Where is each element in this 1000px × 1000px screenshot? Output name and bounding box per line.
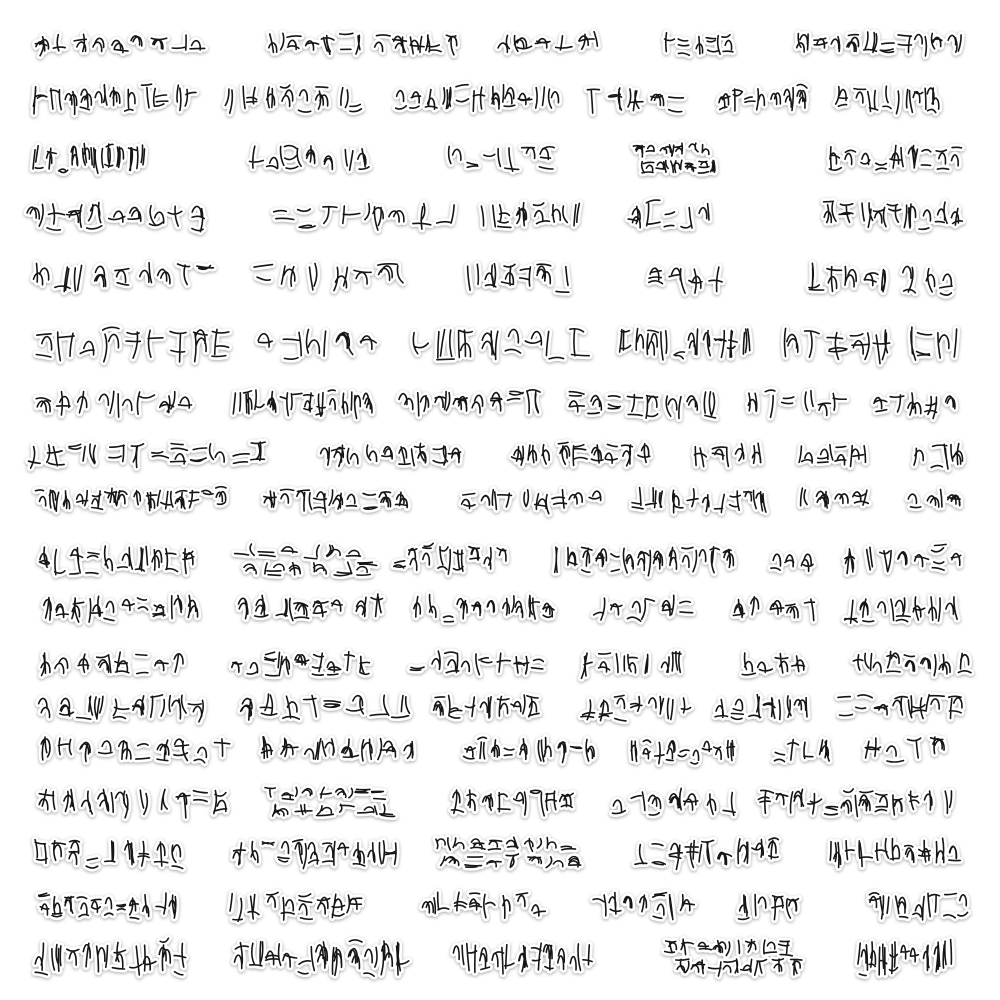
handwritten-sticker: [260, 485, 415, 515]
handwritten-sticker: [730, 591, 822, 625]
handwritten-sticker: [418, 889, 550, 923]
handwritten-sticker: [32, 387, 202, 421]
handwritten-sticker: [390, 82, 568, 116]
handwritten-sticker: [798, 439, 870, 471]
handwritten-sticker: [870, 387, 962, 421]
handwritten-sticker: [443, 141, 561, 175]
handwritten-sticker: [625, 199, 717, 233]
handwritten-sticker: [228, 648, 378, 680]
handwritten-sticker: [245, 141, 377, 175]
handwritten-sticker: [232, 591, 392, 625]
handwritten-sticker: [396, 387, 546, 421]
handwritten-sticker: [24, 439, 274, 471]
handwritten-sticker: [30, 260, 220, 296]
handwritten-sticker: [258, 734, 423, 766]
handwritten-sticker: [584, 82, 692, 116]
handwritten-sticker: [820, 199, 970, 233]
handwritten-sticker: [250, 260, 405, 296]
handwritten-sticker: [855, 937, 955, 977]
handwritten-sticker: [590, 889, 700, 923]
handwritten-sticker: [578, 691, 698, 723]
handwritten-sticker: [805, 260, 960, 296]
handwritten-sticker: [35, 542, 200, 578]
handwritten-sticker: [32, 485, 232, 515]
handwritten-sticker: [716, 82, 812, 116]
handwritten-sticker: [755, 785, 960, 819]
handwritten-sticker: [35, 734, 235, 766]
handwritten-sticker: [737, 648, 812, 680]
handwritten-sticker: [826, 835, 966, 871]
handwritten-sticker: [225, 82, 370, 116]
handwritten-sticker: [410, 591, 560, 625]
handwritten-sticker: [230, 542, 380, 578]
handwritten-sticker: [448, 785, 578, 819]
handwritten-sticker: [312, 439, 467, 471]
handwritten-sticker: [765, 542, 820, 578]
handwritten-sticker: [628, 734, 740, 766]
handwritten-sticker: [660, 937, 805, 977]
handwritten-sticker: [905, 485, 967, 515]
handwritten-sticker: [235, 691, 413, 723]
handwritten-sticker: [270, 199, 460, 233]
handwritten-sticker: [32, 835, 190, 871]
handwritten-sticker: [550, 542, 740, 578]
handwritten-sticker: [32, 82, 202, 116]
handwritten-sticker: [840, 591, 965, 625]
handwritten-sticker: [476, 199, 591, 233]
handwritten-sticker: [826, 141, 968, 175]
handwritten-sticker: [848, 648, 976, 680]
handwritten-sticker: [32, 141, 154, 175]
handwritten-sticker: [228, 889, 368, 923]
handwritten-sticker: [406, 648, 551, 680]
handwritten-sticker: [228, 387, 378, 421]
handwritten-sticker: [792, 29, 967, 59]
handwritten-sticker: [580, 648, 690, 680]
handwritten-sticker: [835, 82, 945, 116]
handwritten-sticker: [862, 734, 952, 766]
handwritten-sticker: [690, 439, 770, 471]
handwritten-sticker: [230, 937, 415, 977]
handwritten-sticker: [265, 29, 465, 59]
handwritten-sticker: [430, 691, 545, 723]
handwritten-sticker: [632, 835, 787, 871]
handwritten-sticker: [506, 439, 656, 471]
handwritten-sticker: [908, 439, 970, 471]
handwritten-sticker: [460, 734, 600, 766]
handwritten-sticker: [229, 835, 401, 871]
handwritten-sticker: [32, 324, 237, 364]
handwritten-sticker: [660, 29, 738, 59]
handwritten-sticker: [463, 260, 575, 296]
handwritten-sticker: [35, 785, 235, 819]
handwritten-sticker: [430, 835, 590, 871]
handwritten-sticker: [410, 324, 595, 364]
handwritten-sticker: [607, 785, 742, 819]
handwritten-sticker: [458, 485, 608, 515]
handwritten-sticker: [617, 324, 757, 364]
handwritten-sticker: [834, 691, 969, 723]
handwritten-sticker: [778, 324, 963, 364]
handwritten-sticker: [32, 648, 197, 680]
handwritten-sticker: [35, 691, 210, 723]
handwritten-sticker: [390, 542, 515, 578]
handwritten-sticker: [450, 937, 598, 977]
handwritten-sticker: [22, 199, 212, 233]
handwritten-sticker: [490, 29, 600, 59]
handwritten-sticker: [260, 785, 400, 819]
handwritten-sticker: [628, 485, 773, 515]
handwritten-sticker: [590, 591, 698, 625]
handwritten-sticker: [743, 387, 853, 421]
handwritten-sticker: [770, 734, 835, 766]
handwritten-sticker: [35, 591, 205, 625]
handwritten-sticker: [795, 485, 873, 515]
handwritten-sticker: [840, 542, 970, 578]
handwritten-sticker: [35, 889, 185, 923]
handwritten-sticker: [32, 937, 192, 977]
handwritten-sticker: [30, 29, 212, 59]
handwritten-sticker: [255, 324, 385, 364]
handwritten-sticker: [865, 889, 975, 923]
handwritten-sticker: [565, 387, 725, 421]
handwritten-sticker: [712, 691, 812, 723]
handwritten-sticker: [734, 889, 806, 923]
handwritten-sticker: [645, 260, 730, 296]
handwritten-sticker: [628, 141, 723, 175]
